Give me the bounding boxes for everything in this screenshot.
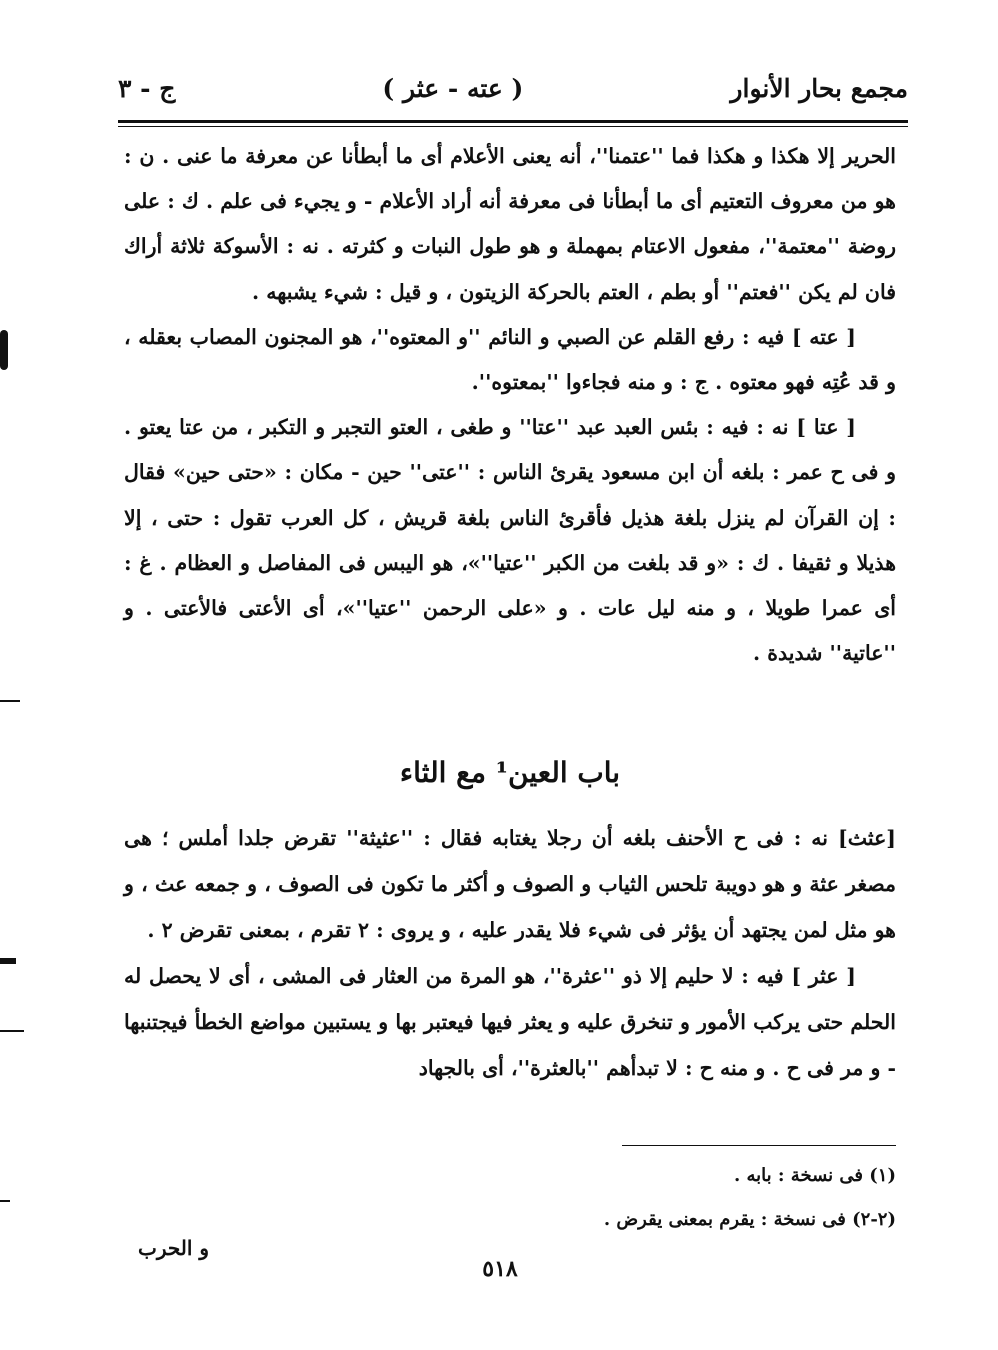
footnote-2: (٢-٢) فى نسخة : يقرم بمعنى يقرض . xyxy=(603,1209,896,1230)
paragraph-atama: الحرير إلا هكذا و هكذا فما ''عتمنا''، أنه يعنى الأعلام أى ما أبطأنا عن معرفة ما عنى . ن : هو من معروف التعتيم أى ما أبطأنا فى معرفة أنه أراد الأعلام - و يجيء فى علم . ك : على روضة ''معتمة''، مفعول الاعتام بمهملة و هو طول النبات و كثرته . نه : الأسوكة ثلاثة أراك فان لم يكن ''فعتم'' أو بطم ، العتم بالحركة الزيتون ، و قيل : شيء يشبهه . xyxy=(123,144,896,304)
header-rule-thin xyxy=(118,126,908,127)
entry-athath: [عثث] نه : فى ح الأحنف بلغه أن رجلا يغتابه فقال : ''عثيثة'' تقرض جلدا أملس ؛ هى مصغر عثة و هو دويبة تلحس الثياب و الصوف و أكثر ما تكون فى الصوف ، و جمعه عث ، و هو مثل لمن يجتهد أن يؤثر فى شيء فلا يقدر عليه ، و يروى : ٢ تقرم ، بمعنى تقرض ٢ . xyxy=(124,826,896,942)
scan-mark xyxy=(0,958,16,964)
scan-mark xyxy=(0,1030,24,1032)
entry-athar: [ عثر ] فيه : لا حليم إلا ذو ''عثرة''، هو المرة من العثار فى المشى ، أى لا يحصل له الحلم حتى يركب الأمور و تنخرق عليه و يعثر فيها فيعتبر بها و يستبين مواضع الخطأ فيجتنبها - و مر فى ح . و منه ح : لا تبدأهم ''بالعثرة''، أى بالجهاد xyxy=(124,964,896,1080)
footnotes xyxy=(124,1154,896,1242)
chapter-title: باب العين¹ مع الثاء xyxy=(399,756,621,789)
main-text xyxy=(124,134,896,676)
header-rule-thick xyxy=(118,120,908,123)
entry-ataha: [ عته ] فيه : رفع القلم عن الصبي و النائم ''و المعتوه''، هو المجنون المصاب بعقله ، و قد عُتِه فهو معتوه . ج : و منه فجاءوا ''بمعتوه''. xyxy=(124,324,896,395)
scan-mark xyxy=(0,330,8,370)
volume-number: ج - ٣ xyxy=(118,73,176,103)
scan-mark xyxy=(0,700,20,702)
running-header xyxy=(118,68,908,108)
page-number: ٥١٨ xyxy=(482,1256,518,1282)
scan-mark xyxy=(0,1200,10,1202)
entry-ata: [ عتا ] نه : فيه : بئس العبد عبد ''عتا'' و طغى ، العتو التجبر و التكبر ، من عتا يعتو . و فى ح عمر : بلغه أن ابن مسعود يقرئ الناس : ''عتى'' حين - مكان : «حتى حين» فقال : إن القرآن لم ينزل بلغة هذيل فأقرئ الناس بلغة قريش ، كل العرب تقول : حتى ، إلا هذيلا و ثقيفا . ك : «و قد بلغت من الكبر ''عتيا''»، هو اليبس فى المفاصل و العظام . غ : أى عمرا طويلا ، و منه ليل عات . و «على الرحمن ''عتيا''»، أى الأعتى فالأعتى . و ''عاتية'' شديدة . xyxy=(124,415,896,666)
footnote-1: (١) فى نسخة : بابه . xyxy=(733,1165,896,1186)
section-range: ( عته - عثر ) xyxy=(382,73,524,103)
catchword: و الحرب xyxy=(138,1236,210,1260)
book-title: مجمع بحار الأنوار xyxy=(730,73,908,103)
main-text-continued xyxy=(124,815,896,1091)
footnote-rule xyxy=(622,1145,896,1146)
